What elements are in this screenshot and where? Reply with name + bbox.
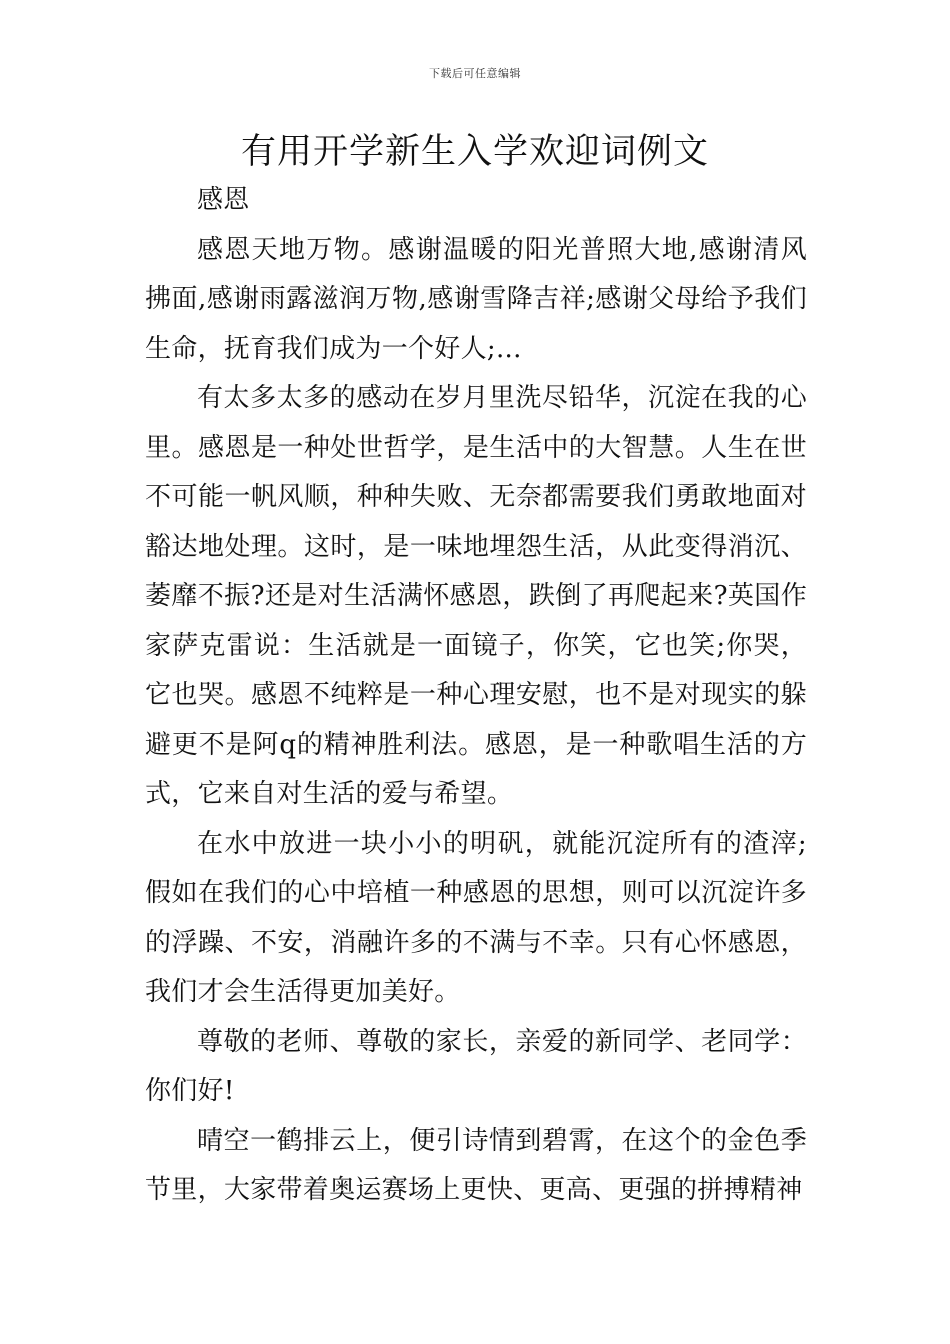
document-body (145, 176, 807, 1216)
paragraph: 在水中放进一块小小的明矾，就能沉淀所有的渣滓;假如在我们的心中培植一种感恩的思想，则可以沉淀许多的浮躁、不安，消融许多的不满与不幸。只有心怀感恩，我们才会生活得更加美好。 (145, 828, 807, 1007)
header-note: 下载后可任意编辑 (429, 67, 521, 80)
paragraph: 感恩天地万物。感谢温暖的阳光普照大地,感谢清风拂面,感谢雨露滋润万物,感谢雪降吉祥;感谢父母给予我们生命，抚育我们成为一个好人;... (145, 234, 807, 364)
paragraph-heading-gratitude: 感恩 (197, 185, 250, 215)
paragraph: 有太多太多的感动在岁月里洗尽铅华，沉淀在我的心里。感恩是一种处世哲学，是生活中的大智慧。人生在世不可能一帆风顺，种种失败、无奈都需要我们勇敢地面对豁达地处理。这时，是一味地埋怨生活，从此变得消沉、萎靡不振?还是对生活满怀感恩，跌倒了再爬起来?英国作家萨克雷说：生活就是一面镜子，你笑，它也笑;你哭，它也哭。感恩不纯粹是一种心理安慰，也不是对现实的躲避更不是阿q的精神胜利法。感恩，是一种歌唱生活的方式，它来自对生活的爱与希望。 (145, 383, 807, 809)
paragraph: 晴空一鹤排云上，便引诗情到碧霄，在这个的金色季节里，大家带着奥运赛场上更快、更高、更强的拼搏精神 (145, 1125, 807, 1205)
paragraph-greeting: 尊敬的老师、尊敬的家长，亲爱的新同学、老同学：你们好! (145, 1026, 807, 1106)
document-title: 有用开学新生入学欢迎词例文 (240, 132, 709, 172)
